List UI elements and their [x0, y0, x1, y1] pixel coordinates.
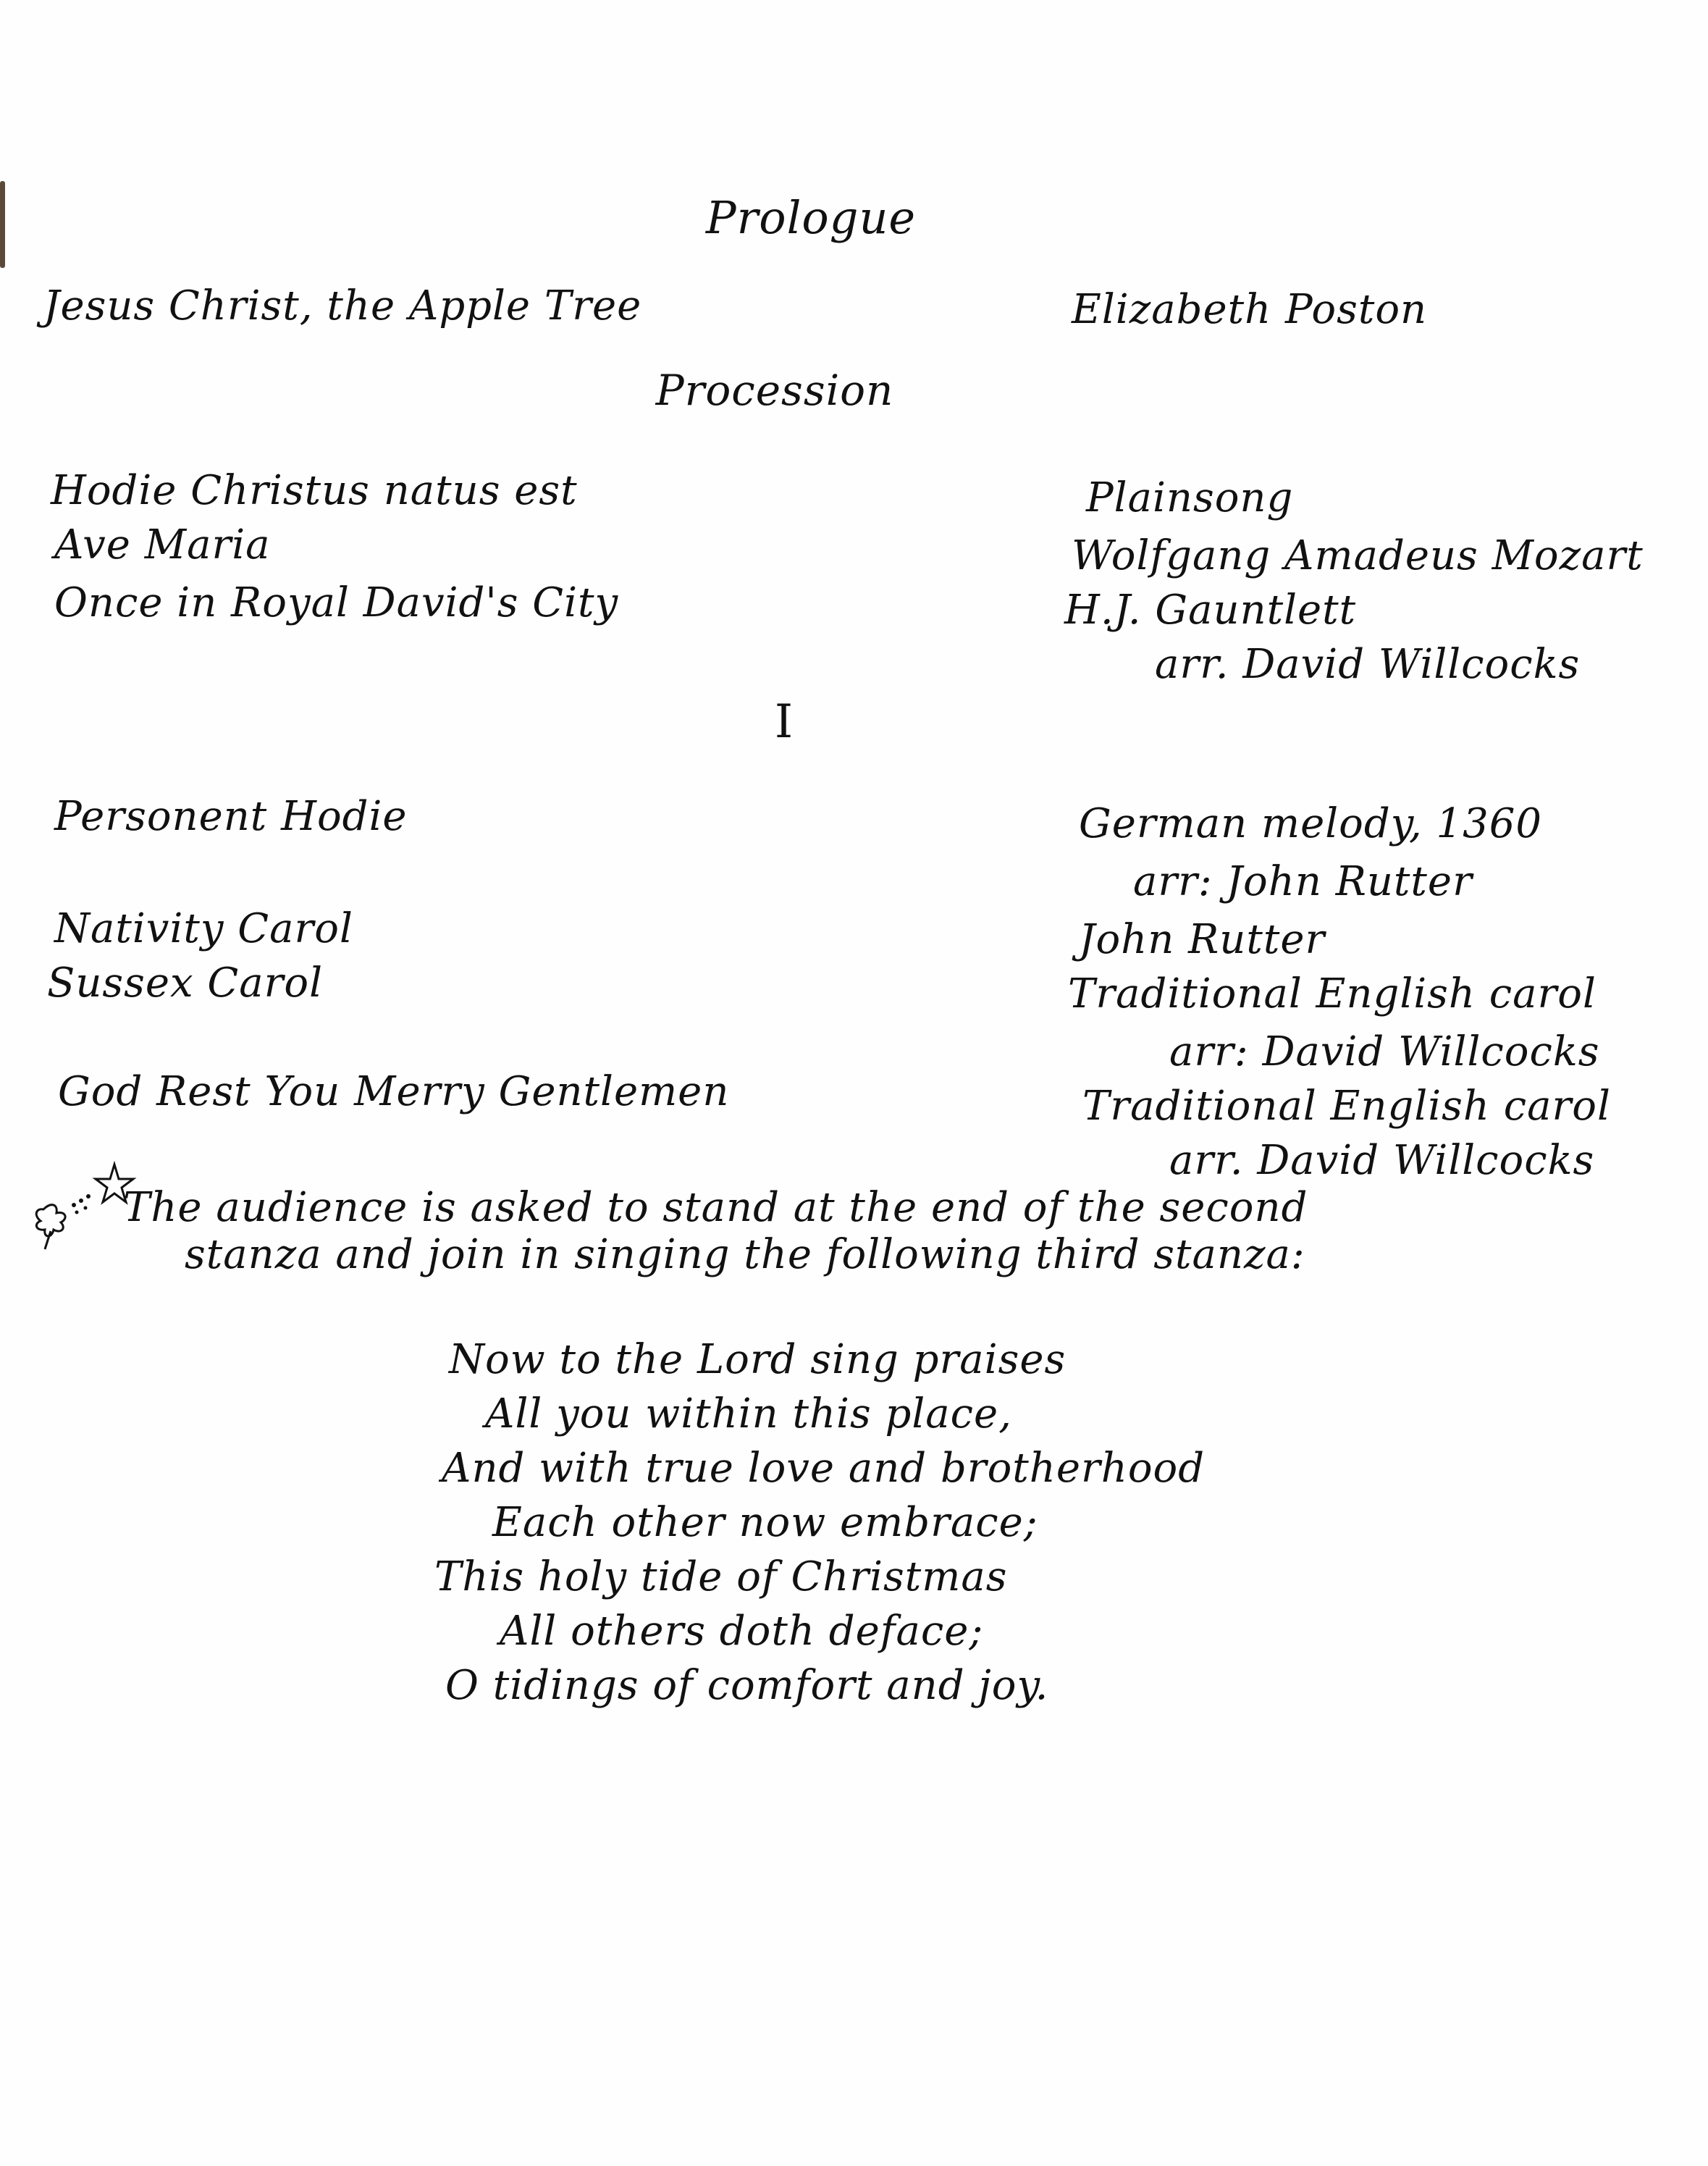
stanza-line-4: Each other now embrace; [492, 1499, 1038, 1546]
stanza-line-3: And with true love and brotherhood [442, 1445, 1206, 1492]
part1-title-2: Nativity Carol [54, 905, 353, 952]
page-edge-mark [0, 181, 5, 268]
part1-composer-2: John Rutter [1079, 916, 1326, 963]
part1-composer-1: German melody, 1360 [1079, 800, 1543, 847]
audience-note-line-2: stanza and join in singing the following third stanza: [185, 1231, 1305, 1278]
procession-title-3: Once in Royal David's City [54, 579, 619, 626]
part1-title-1: Personent Hodie [54, 793, 408, 840]
part1-composer-4: Traditional English carol [1082, 1083, 1611, 1130]
holly-star-icon [29, 1159, 138, 1253]
procession-composer-2: Wolfgang Amadeus Mozart [1072, 532, 1644, 579]
stanza-line-7: O tidings of comfort and joy. [445, 1662, 1049, 1709]
part1-arranger-1: arr: John Rutter [1133, 858, 1473, 905]
part1-composer-3: Traditional English carol [1068, 970, 1596, 1017]
stanza-line-6: All others doth deface; [500, 1608, 984, 1655]
stanza-line-2: All you within this place, [485, 1390, 1012, 1437]
procession-composer-1: Plainsong [1086, 474, 1294, 521]
stanza-line-5: This holy tide of Christmas [434, 1553, 1008, 1600]
procession-arranger-3: arr. David Willcocks [1155, 641, 1581, 688]
prologue-title: Jesus Christ, the Apple Tree [43, 282, 642, 329]
part1-arranger-3: arr: David Willcocks [1169, 1028, 1600, 1075]
part-one-heading: I [774, 695, 794, 749]
procession-title-2: Ave Maria [54, 521, 271, 568]
procession-composer-3: H.J. Gauntlett [1064, 587, 1357, 634]
prologue-heading: Prologue [705, 191, 917, 244]
stanza-line-1: Now to the Lord sing praises [449, 1336, 1067, 1383]
part1-title-4: God Rest You Merry Gentlemen [58, 1068, 730, 1115]
audience-note-line-1: The audience is asked to stand at the end of the second [123, 1184, 1308, 1231]
procession-title-1: Hodie Christus natus est [51, 467, 578, 514]
part1-title-3: Sussex Carol [47, 960, 324, 1007]
procession-heading: Procession [655, 366, 894, 415]
part1-arranger-4: arr. David Willcocks [1169, 1137, 1595, 1184]
prologue-composer: Elizabeth Poston [1072, 286, 1428, 333]
